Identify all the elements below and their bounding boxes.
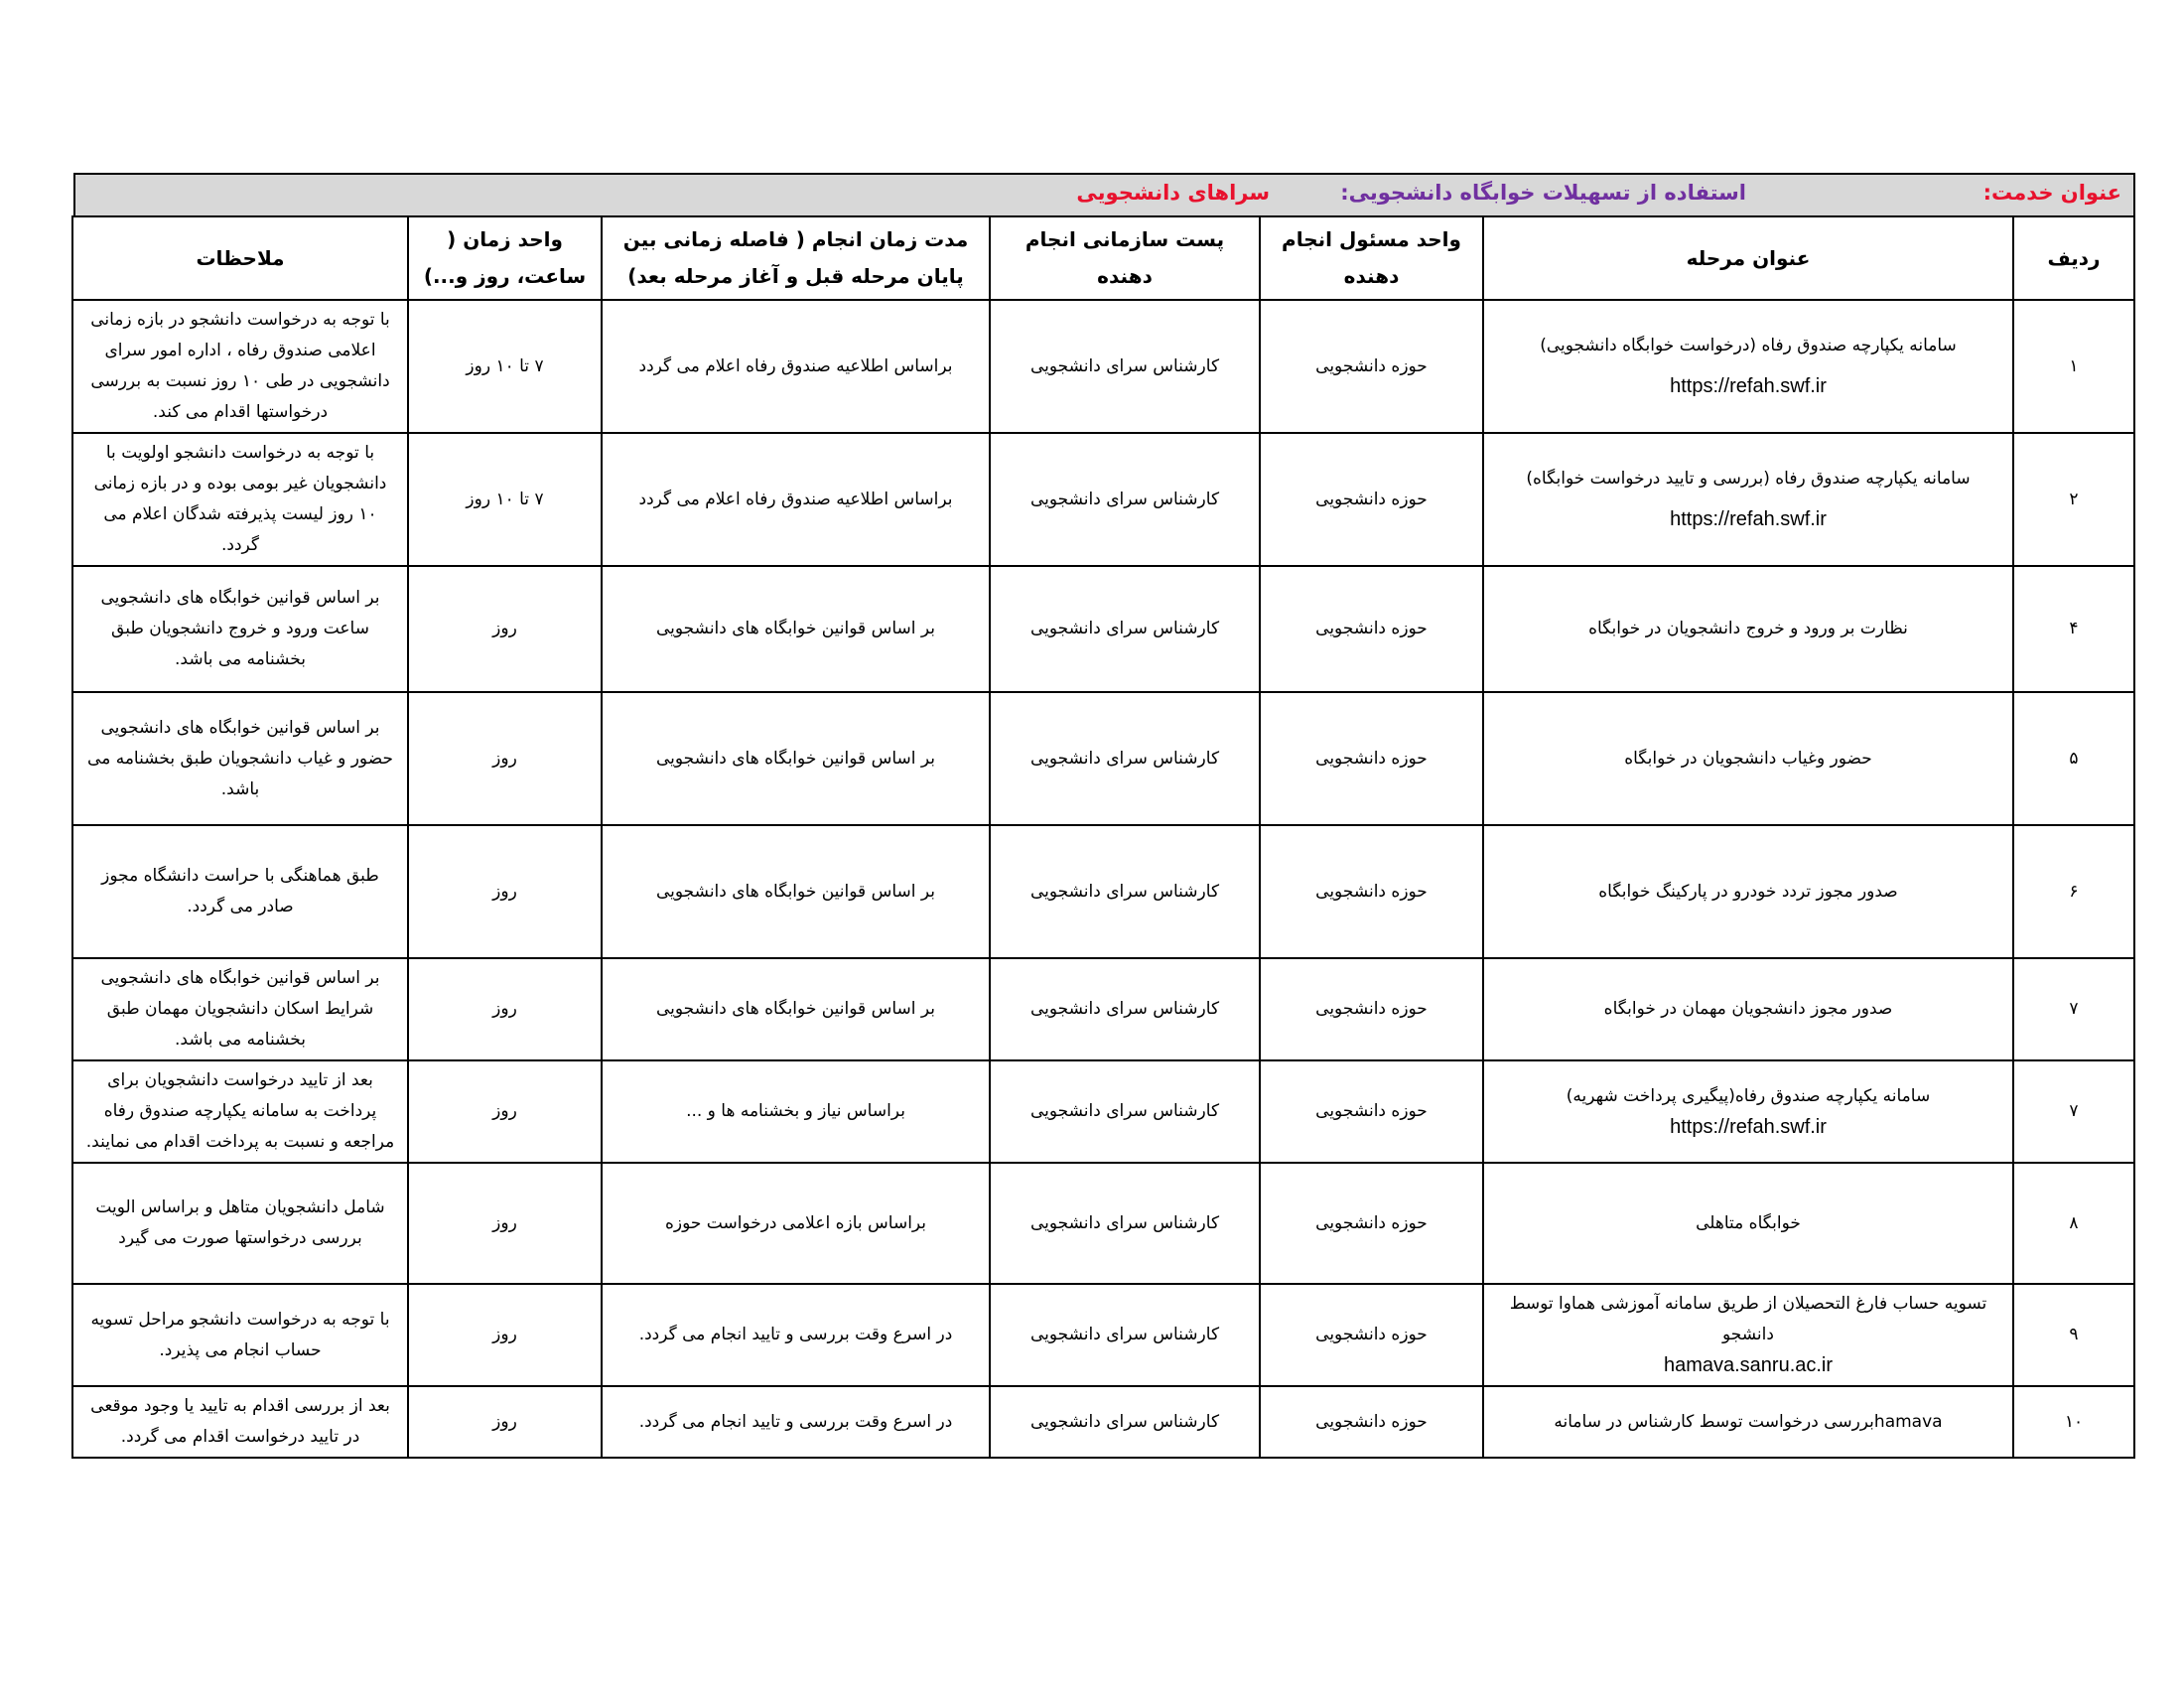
responsible-unit: حوزه دانشجویی — [1260, 825, 1483, 958]
step-url: hamava.sanru.ac.ir — [1663, 1354, 1834, 1376]
responsible-unit: حوزه دانشجویی — [1260, 1284, 1483, 1386]
duration: بر اساس قوانین خوابگاه های دانشجویی — [602, 825, 990, 958]
step-title-text: حضور وغیاب دانشجویان در خوابگاه — [1624, 748, 1872, 769]
service-title: استفاده از تسهیلات خوابگاه دانشجویی: — [1340, 181, 1746, 205]
step-url: https://refah.swf.ir — [1670, 375, 1827, 397]
notes: شامل دانشجویان متاهل و براساس الویت بررسی درخواستها صورت می گیرد — [72, 1163, 408, 1284]
step-title — [1483, 1163, 2013, 1284]
time-unit: روز — [408, 692, 602, 825]
duration: براساس اطلاعیه صندوق رفاه اعلام می گردد — [602, 300, 990, 433]
notes: بر اساس قوانین خوابگاه های دانشجویی ساعت ورود و خروج دانشجویان طبق بخشنامه می باشد. — [72, 566, 408, 692]
row-number: ۶ — [2013, 825, 2134, 958]
service-sheet — [73, 173, 2135, 1459]
table-row — [72, 825, 2134, 958]
responsible-unit: حوزه دانشجویی — [1260, 692, 1483, 825]
col-row-number: ردیف — [2013, 216, 2134, 300]
time-unit: روز — [408, 958, 602, 1060]
responsible-unit: حوزه دانشجویی — [1260, 958, 1483, 1060]
responsible-unit: حوزه دانشجویی — [1260, 433, 1483, 566]
table-row — [72, 1163, 2134, 1284]
service-label: عنوان خدمت: — [1982, 181, 2121, 205]
time-unit: روز — [408, 1163, 602, 1284]
step-title-text: صدور مجوز دانشجویان مهمان در خوابگاه — [1603, 999, 1893, 1019]
step-title-text: نظارت بر ورود و خروج دانشجویان در خوابگاه — [1588, 619, 1908, 638]
notes: بعد از تایید درخواست دانشجویان برای پرداخت به سامانه یکپارچه صندوق رفاه مراجعه و نسبت به پرداخت اقدام می نمایند. — [72, 1060, 408, 1163]
header-row — [72, 216, 2134, 300]
time-unit: ۷ تا ۱۰ روز — [408, 433, 602, 566]
time-unit: روز — [408, 1060, 602, 1163]
notes: بر اساس قوانین خوابگاه های دانشجویی حضور و غیاب دانشجویان طبق بخشنامه می باشد. — [72, 692, 408, 825]
step-title — [1483, 300, 2013, 433]
step-title — [1483, 566, 2013, 692]
step-title-text: خوابگاه متاهلی — [1696, 1212, 1801, 1233]
row-number: ۷ — [2013, 958, 2134, 1060]
duration: بر اساس قوانین خوابگاه های دانشجویی — [602, 692, 990, 825]
duration: بر اساس قوانین خوابگاه های دانشجویی — [602, 958, 990, 1060]
step-title-text: سامانه یکپارچه صندوق رفاه(پیگیری پرداخت شهریه) — [1566, 1085, 1931, 1106]
row-number: ۵ — [2013, 692, 2134, 825]
row-number: ۸ — [2013, 1163, 2134, 1284]
table-row — [72, 1284, 2134, 1386]
table-row — [72, 692, 2134, 825]
step-title-text: صدور مجوز تردد خودرو در پارکینگ خوابگاه — [1598, 881, 1898, 902]
step-title-text: hamavaبررسی درخواست توسط کارشناس در سامانه — [1554, 1411, 1943, 1432]
table-row — [72, 958, 2134, 1060]
step-title — [1483, 1060, 2013, 1163]
time-unit: روز — [408, 1284, 602, 1386]
position: کارشناس سرای دانشجویی — [990, 692, 1260, 825]
responsible-unit: حوزه دانشجویی — [1260, 566, 1483, 692]
col-duration: مدت زمان انجام ( فاصله زمانی بین پایان مرحله قبل و آغاز مرحله بعد) — [602, 216, 990, 300]
position: کارشناس سرای دانشجویی — [990, 1284, 1260, 1386]
step-title-text: سامانه یکپارچه صندوق رفاه (درخواست خوابگاه دانشجویی) — [1540, 336, 1957, 355]
time-unit: روز — [408, 566, 602, 692]
step-title-text: تسویه حساب فارغ التحصیلان از طریق سامانه آموزشی هماوا توسط دانشجو — [1509, 1294, 1987, 1344]
duration: براساس بازه اعلامی درخواست حوزه — [602, 1163, 990, 1284]
position: کارشناس سرای دانشجویی — [990, 566, 1260, 692]
step-title — [1483, 433, 2013, 566]
position: کارشناس سرای دانشجویی — [990, 958, 1260, 1060]
row-number: ۱ — [2013, 300, 2134, 433]
table-row — [72, 566, 2134, 692]
row-number: ۹ — [2013, 1284, 2134, 1386]
table-row — [72, 1060, 2134, 1163]
row-number: ۱۰ — [2013, 1386, 2134, 1458]
notes: بر اساس قوانین خوابگاه های دانشجویی شرایط اسکان دانشجویان مهمان طبق بخشنامه می باشد. — [72, 958, 408, 1060]
steps-table — [71, 215, 2135, 1459]
responsible-unit: حوزه دانشجویی — [1260, 1060, 1483, 1163]
duration: براساس اطلاعیه صندوق رفاه اعلام می گردد — [602, 433, 990, 566]
notes: با توجه به درخواست دانشجو اولویت با دانشجویان غیر بومی بوده و در بازه زمانی ۱۰ روز لیست پذیرفته شدگان اعلام می گردد. — [72, 433, 408, 566]
notes: بعد از بررسی اقدام به تایید یا وجود موقعی در تایید درخواست اقدام می گردد. — [72, 1386, 408, 1458]
row-number: ۴ — [2013, 566, 2134, 692]
notes: طبق هماهنگی با حراست دانشگاه مجوز صادر می گردد. — [72, 825, 408, 958]
row-number: ۷ — [2013, 1060, 2134, 1163]
duration: در اسرع وقت بررسی و تایید انجام می گردد. — [602, 1284, 990, 1386]
col-position: پست سازمانی انجام دهنده — [990, 216, 1260, 300]
duration: در اسرع وقت بررسی و تایید انجام می گردد. — [602, 1386, 990, 1458]
responsible-unit: حوزه دانشجویی — [1260, 1163, 1483, 1284]
col-time-unit: واحد زمان ( ساعت، روز و...) — [408, 216, 602, 300]
col-step-title: عنوان مرحله — [1483, 216, 2013, 300]
position: کارشناس سرای دانشجویی — [990, 300, 1260, 433]
duration: بر اساس قوانین خوابگاه های دانشجویی — [602, 566, 990, 692]
duration: براساس نیاز و بخشنامه ها و ... — [602, 1060, 990, 1163]
step-title — [1483, 958, 2013, 1060]
service-subtitle: سراهای دانشجویی — [1076, 181, 1270, 205]
step-title — [1483, 825, 2013, 958]
col-notes: ملاحظات — [72, 216, 408, 300]
row-number: ۲ — [2013, 433, 2134, 566]
step-title — [1483, 1284, 2013, 1386]
position: کارشناس سرای دانشجویی — [990, 825, 1260, 958]
table-row — [72, 1386, 2134, 1458]
position: کارشناس سرای دانشجویی — [990, 1060, 1260, 1163]
col-responsible-unit: واحد مسئول انجام دهنده — [1260, 216, 1483, 300]
responsible-unit: حوزه دانشجویی — [1260, 1386, 1483, 1458]
table-row — [72, 433, 2134, 566]
position: کارشناس سرای دانشجویی — [990, 1386, 1260, 1458]
service-header — [73, 173, 2135, 215]
step-url: https://refah.swf.ir — [1670, 1115, 1827, 1138]
step-title — [1483, 692, 2013, 825]
responsible-unit: حوزه دانشجویی — [1260, 300, 1483, 433]
position: کارشناس سرای دانشجویی — [990, 1163, 1260, 1284]
time-unit: روز — [408, 1386, 602, 1458]
step-title — [1483, 1386, 2013, 1458]
time-unit: ۷ تا ۱۰ روز — [408, 300, 602, 433]
step-url: https://refah.swf.ir — [1670, 508, 1827, 530]
step-title-text: سامانه یکپارچه صندوق رفاه (بررسی و تایید درخواست خوابگاه) — [1526, 469, 1971, 489]
position: کارشناس سرای دانشجویی — [990, 433, 1260, 566]
notes: با توجه به درخواست دانشجو در بازه زمانی اعلامی صندوق رفاه ، اداره امور سرای دانشجویی در طی ۱۰ روز نسبت به بررسی درخواستها اقدام می کند. — [72, 300, 408, 433]
notes: با توجه به درخواست دانشجو مراحل تسویه حساب انجام می پذیرد. — [72, 1284, 408, 1386]
table-row — [72, 300, 2134, 433]
time-unit: روز — [408, 825, 602, 958]
